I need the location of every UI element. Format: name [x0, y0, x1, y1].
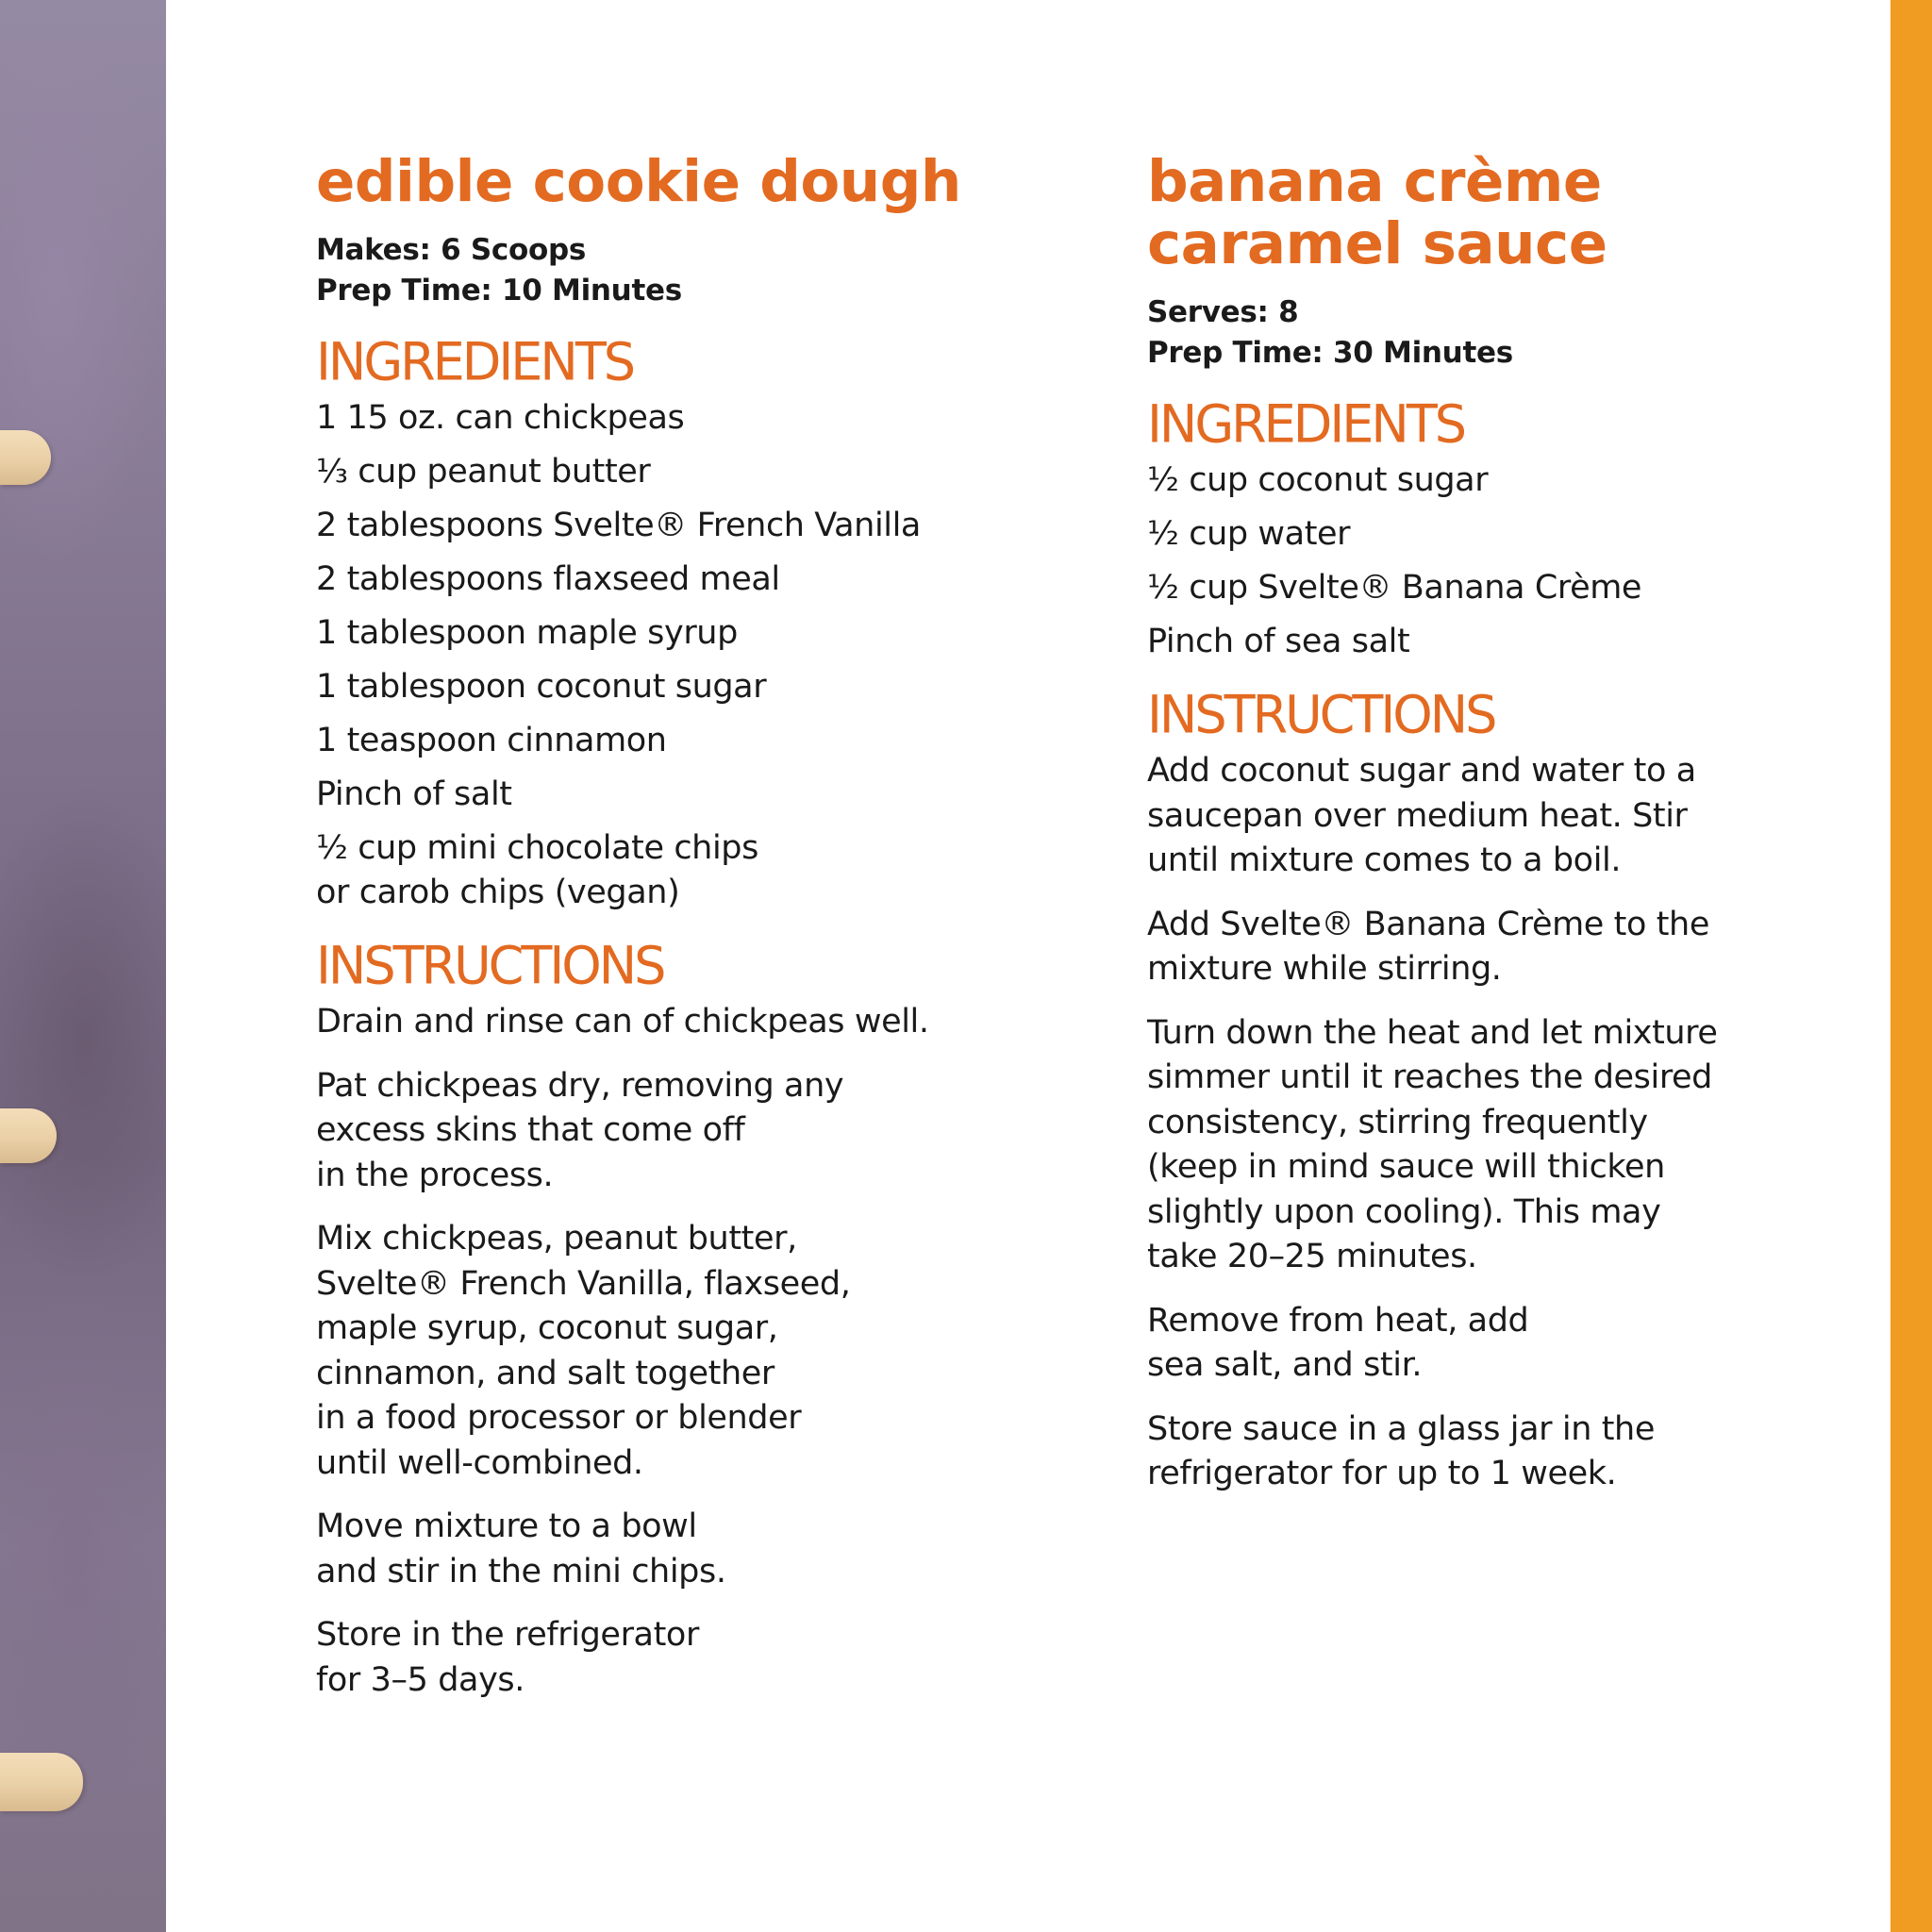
recipe-title [1147, 148, 1864, 277]
recipe-meta [1147, 292, 1864, 374]
instruction-step: Remove from heat, add sea salt, and stir. [1147, 1301, 1529, 1384]
popsicle-stick [0, 1753, 83, 1811]
recipe-edible-cookie-dough [316, 148, 1052, 1722]
ingredient-item: ½ cup Svelte® Banana Crème [1147, 569, 1642, 607]
ingredients-list [316, 396, 1052, 915]
ingredients-heading: INGREDIENTS [316, 331, 634, 392]
ingredient-item: 2 tablespoons flaxseed meal [316, 560, 780, 598]
edge-color-bar [1890, 0, 1932, 1932]
recipe-banana-creme-caramel-sauce [1147, 148, 1864, 1516]
recipe-title: edible cookie dough [316, 148, 961, 215]
ingredient-item: Pinch of salt [316, 775, 512, 813]
ingredient-item: ⅓ cup peanut butter [316, 453, 651, 491]
recipe-meta [316, 230, 1052, 311]
popsicle-stick [0, 430, 51, 485]
ingredient-item: 2 tablespoons Svelte® French Vanilla [316, 507, 921, 544]
instruction-step: Turn down the heat and let mixture simmer until it reaches the desired consistency, stirring frequently (keep in mind sauce will thicken slightly upon cooling). This may take 20–25 minutes. [1147, 1013, 1718, 1275]
ingredient-item: 1 tablespoon maple syrup [316, 614, 738, 652]
instructions-heading: INSTRUCTIONS [1147, 684, 1495, 745]
instruction-step: Add Svelte® Banana Crème to the mixture while stirring. [1147, 905, 1709, 988]
instructions-list [1147, 749, 1864, 1497]
instruction-step: Add coconut sugar and water to a saucepan over medium heat. Stir until mixture comes to a boil. [1147, 752, 1696, 879]
ingredient-item: Pinch of sea salt [1147, 623, 1410, 660]
ingredients-list [1147, 458, 1864, 664]
makes-text: Makes: 6 Scoops [316, 233, 587, 267]
instruction-step: Pat chickpeas dry, removing any excess skins that come off in the process. [316, 1066, 844, 1194]
ingredient-item: 1 teaspoon cinnamon [316, 722, 667, 759]
instruction-step: Mix chickpeas, peanut butter, Svelte® French Vanilla, flaxseed, maple syrup, coconut sugar, cinnamon, and salt together in a food processor or blender until well-combined. [316, 1220, 851, 1482]
prep-time-text: Prep Time: 30 Minutes [1147, 336, 1513, 370]
instruction-step: Move mixture to a bowl and stir in the mini chips. [316, 1507, 726, 1591]
ingredient-item: 1 tablespoon coconut sugar [316, 668, 767, 706]
ingredient-item: ½ cup coconut sugar [1147, 461, 1489, 499]
instructions-list [316, 1000, 1052, 1703]
recipe-title-line: caramel sauce [1147, 210, 1607, 277]
ingredient-item: 1 15 oz. can chickpeas [316, 399, 685, 437]
prep-time-text: Prep Time: 10 Minutes [316, 274, 682, 308]
recipe-title-line: banana crème [1147, 148, 1602, 215]
instructions-heading: INSTRUCTIONS [316, 935, 664, 996]
photo-strip [0, 0, 166, 1932]
instruction-step: Drain and rinse can of chickpeas well. [316, 1003, 929, 1041]
instruction-step: Store sauce in a glass jar in the refrigerator for up to 1 week. [1147, 1409, 1655, 1492]
serves-text: Serves: 8 [1147, 295, 1299, 329]
ingredients-heading: INGREDIENTS [1147, 393, 1465, 455]
ingredient-item: ½ cup water [1147, 515, 1351, 553]
instruction-step: Store in the refrigerator for 3–5 days. [316, 1616, 699, 1699]
ingredient-item: ½ cup mini chocolate chips or carob chips (vegan) [316, 829, 758, 911]
popsicle-stick [0, 1108, 57, 1163]
